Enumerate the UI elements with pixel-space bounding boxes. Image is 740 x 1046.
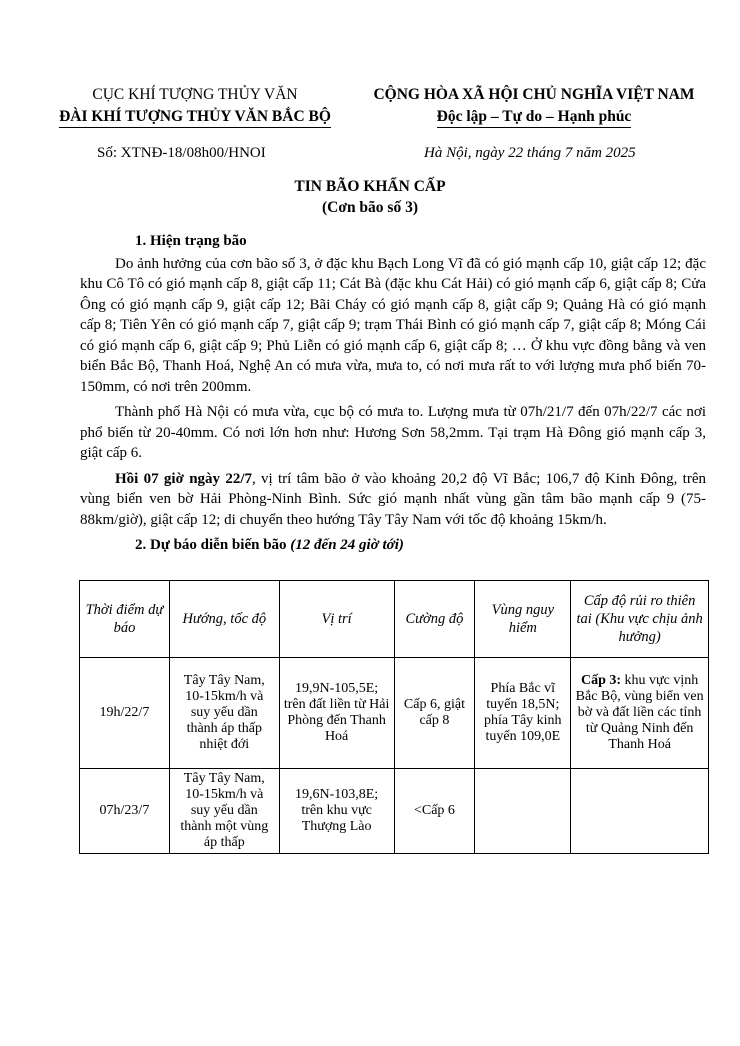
forecast-risk-level	[571, 658, 709, 769]
section-2-heading	[80, 535, 706, 556]
section-1-heading: 1. Hiện trạng bão	[135, 233, 247, 249]
agency-name: CỤC KHÍ TƯỢNG THỦY VĂN	[92, 86, 298, 103]
header-cell: Vị trí	[279, 581, 394, 658]
forecast-position: 19,6N-103,8E; trên khu vực Thượng Lào	[279, 769, 394, 854]
table-row	[80, 769, 709, 854]
document-number: Số: XTNĐ-18/08h00/HNOI	[97, 145, 266, 161]
forecast-intensity: Cấp 6, giật cấp 8	[394, 658, 475, 769]
forecast-risk-level	[571, 769, 709, 854]
forecast-intensity: <Cấp 6	[394, 769, 475, 854]
risk-level-label: Cấp 3:	[580, 673, 622, 688]
section-2-heading-text: 2. Dự báo diễn biến bão	[135, 537, 291, 553]
section-1-paragraph-1: Do ảnh hưởng của cơn bão số 3, ở đặc khu Bạch Long Vĩ đã có gió mạnh cấp 10, giật cấp 12; đặc khu Cô Tô có gió mạnh cấp 8, giật cấp 11; Cát Bà (đặc khu Cát Hải) có gió mạnh cấp 6, giật cấp 8; Cửa Ông có gió mạnh cấp 9, giật cấp 12; Bãi Cháy có gió mạnh cấp 8, giật cấp 9; Quảng Hà có gió mạnh cấp 8; Tiên Yên có gió mạnh cấp 7, giật cấp 9; trạm Thái Bình có gió mạnh cấp 7, giật cấp 8; Móng Cái có gió mạnh cấp 6, giật cấp 9; Phủ Liễn có gió mạnh cấp 6, giật cấp 8; … Ở khu vực đồng bằng và ven biển Bắc Bộ, Thanh Hoá, Nghệ An có mưa vừa, mưa to, có nơi mưa rất to với lượng mưa phổ biến 70-150mm, có nơi trên 200mm.	[80, 255, 706, 395]
forecast-direction: Tây Tây Nam, 10-15km/h và suy yếu dần thành áp thấp nhiệt đới	[169, 658, 279, 769]
header-cell: Cấp độ rủi ro thiên tai (Khu vực chịu ảnh hưởng)	[571, 581, 709, 658]
risk-level-area: khu vực vịnh Bắc Bộ, vùng biển ven bờ và đất liền các tỉnh từ Quảng Ninh đến Thanh Hoá	[575, 673, 704, 752]
forecast-table	[79, 580, 709, 854]
station-name: ĐÀI KHÍ TƯỢNG THỦY VĂN BẮC BỘ	[59, 107, 331, 128]
title-main: TIN BÃO KHẨN CẤP	[294, 178, 446, 195]
title-sub: (Cơn bão số 3)	[322, 199, 418, 216]
table-row	[80, 658, 709, 769]
table-header-row	[80, 581, 709, 658]
document-date: Hà Nội, ngày 22 tháng 7 năm 2025	[424, 145, 636, 161]
forecast-time: 07h/23/7	[80, 769, 170, 854]
header-cell: Thời điểm dự báo	[80, 581, 170, 658]
forecast-position: 19,9N-105,5E; trên đất liền từ Hải Phòng đến Thanh Hoá	[279, 658, 394, 769]
storm-time: Hồi 07 giờ ngày 22/7	[115, 470, 252, 487]
section-1-paragraph-3	[80, 469, 706, 531]
header-cell: Hướng, tốc độ	[169, 581, 279, 658]
national-motto: Độc lập – Tự do – Hạnh phúc	[437, 107, 632, 128]
storm-position-text: , vị trí tâm bão ở vào khoảng 20,2 độ Vĩ Bắc; 106,7 độ Kinh Đông, trên vùng biển ven bờ Hải Phòng-Ninh Bình. Sức gió mạnh nhất vùng gần tâm bão mạnh cấp 9 (75-88km/giờ), giật cấp 12; di chuyển theo hướng Tây Tây Nam với tốc độ khoảng 15km/h.	[80, 470, 706, 528]
forecast-time: 19h/22/7	[80, 658, 170, 769]
forecast-direction: Tây Tây Nam, 10-15km/h và suy yếu dần thành một vùng áp thấp	[169, 769, 279, 854]
document-body	[80, 231, 706, 558]
forecast-danger-zone	[475, 769, 571, 854]
header-cell: Vùng nguy hiểm	[475, 581, 571, 658]
document-title	[0, 176, 740, 218]
agency-header	[40, 84, 350, 128]
country-name: CỘNG HÒA XÃ HỘI CHỦ NGHĨA VIỆT NAM	[373, 86, 695, 103]
forecast-danger-zone: Phía Bắc vĩ tuyến 18,5N; phía Tây kinh tuyến 109,0E	[475, 658, 571, 769]
section-1-paragraph-2: Thành phố Hà Nội có mưa vừa, cục bộ có mưa to. Lượng mưa từ 07h/21/7 đến 07h/22/7 các nơi phổ biến từ 20-40mm. Có nơi lớn hơn như: Hương Sơn 58,2mm. Tại trạm Hà Đông gió mạnh cấp 3, giật cấp 6.	[80, 404, 706, 461]
header-cell: Cường độ	[394, 581, 475, 658]
section-2-heading-italic: (12 đến 24 giờ tới)	[290, 537, 404, 553]
national-header	[358, 84, 710, 128]
